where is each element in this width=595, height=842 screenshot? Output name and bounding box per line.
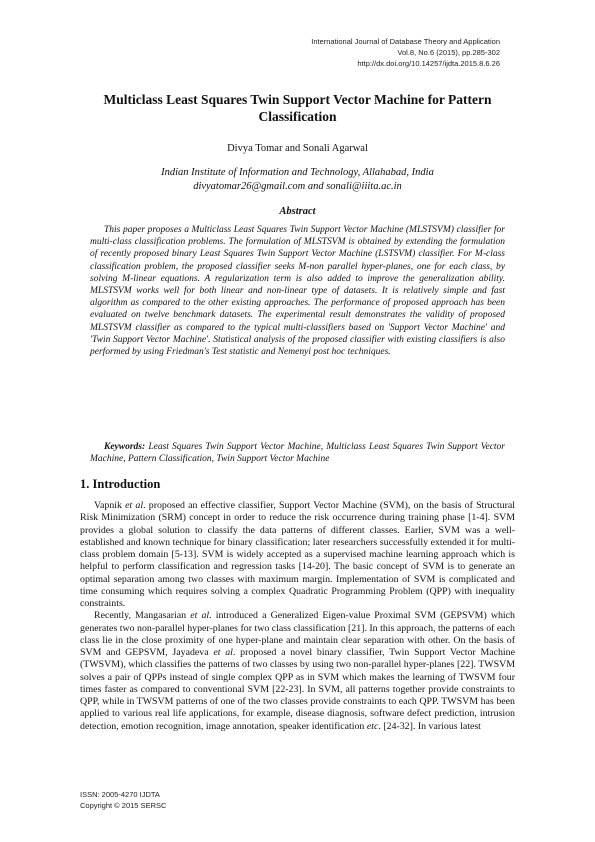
affiliation: Indian Institute of Information and Technology, Allahabad, India <box>161 167 434 178</box>
keywords <box>90 441 505 465</box>
abstract-heading: Abstract <box>279 206 316 217</box>
journal-doi-link[interactable]: http://dx.doi.org/10.14257/ijdta.2015.8.6.26 <box>357 59 500 68</box>
section-heading-introduction: 1. Introduction <box>80 477 161 491</box>
footer-copyright: Copyright © 2015 SERSC <box>80 801 167 810</box>
keywords-label: Keywords: <box>104 442 146 452</box>
intro-paragraph-1: Vapnik et al. proposed an effective classifier, Support Vector Machine (SVM), on the basis of Structural Risk Minimization (SRM) concept in order to reduce the risk occurrence during training phase [1-4]. SVM provides a global solution to classify the data patterns of different classes. Earlier, SVM was a well-established and known technique for binary classification; later researchers successfully extended it for multi-class problem domain [5-13]. SVM is widely accepted as a supervised machine learning approach which is helpful to perform classification and regression tasks [14-20]. The basic concept of SVM is to generate an optimal separation among two classes with maximum margin. Implementation of SVM is complicated and time consuming which requires solving a complex Quadratic Programming Problem (QPP) with inequality constraints. <box>80 500 516 609</box>
page-footer <box>80 789 166 811</box>
author-affiliation-block <box>80 166 515 194</box>
author-emails: divyatomar26@gmail.com and sonali@iiita.ac.in <box>193 181 402 192</box>
introduction-body <box>80 500 515 733</box>
abstract-text: This paper proposes a Multiclass Least Squares Twin Support Vector Machine (MLSTSVM) classifier for multi-class classification problems. The formulation of MLSTSVM is obtained by extending the formulation of recently proposed binary Least Squares Twin Support Vector Machine (LSTSVM) classifier. For M-class classification problem, the proposed classifier seeks M-non parallel hyper-planes, one for each class, by solving M-linear equations. A regularization term is also added to improve the generalization ability. MLSTSVM works well for both linear and non-linear type of datasets. It is relatively simple and fast algorithm as compared to the other existing approaches. The performance of proposed approach has been evaluated on twelve benchmark datasets. The experimental result demonstrates the validity of proposed MLSTSVM classifier as compared to the typical multi-classifiers based on 'Support Vector Machine' and 'Twin Support Vector Machine'. Statistical analysis of the proposed classifier with existing classifiers is also performed by using Friedman's Test statistic and Nemenyi post hoc techniques. <box>90 225 505 358</box>
journal-volume: Vol.8, No.6 (2015), pp.285-302 <box>397 48 500 57</box>
journal-name: International Journal of Database Theory and Application <box>311 37 500 46</box>
footer-issn: ISSN: 2005-4270 IJDTA <box>80 790 160 799</box>
journal-header <box>311 36 500 69</box>
intro-paragraph-2: Recently, Mangasarian et al. introduced a Generalized Eigen-value Proximal SVM (GEPSVM) which generates two non-parallel hyper-planes for two class classification [21]. In this approach, the patterns of each class lie in the close proximity of one hyper-plane and maintain clear separation with other. On the basis of SVM and GEPSVM, Jayadeva et al. proposed a novel binary classifier, Twin Support Vector Machine (TWSVM), which classifies the patterns of two classes by using two non-parallel hyper-planes [22]. TWSVM solves a pair of QPPs instead of single complex QPP as in SVM which makes the learning of TWSVM four times faster as compared to conventional SVM [22-23]. In SVM, all patterns together provide constraints to QPP, while in TWSVM patterns of one of the two classes provide constraints to each QPP. TWSVM has been applied to various real life applications, for example, disease diagnosis, software defect prediction, intrusion detection, emotion recognition, image annotation, speaker identification etc. [24-32]. In various latest <box>80 610 515 732</box>
keywords-text: Least Squares Twin Support Vector Machine, Multiclass Least Squares Twin Support Vector Machine, Pattern Classification, Twin Support Vector Machine <box>90 442 506 465</box>
paper-authors: Divya Tomar and Sonali Agarwal <box>227 143 368 154</box>
paper-title: Multiclass Least Squares Twin Support Vector Machine for Pattern Classification <box>103 92 492 124</box>
